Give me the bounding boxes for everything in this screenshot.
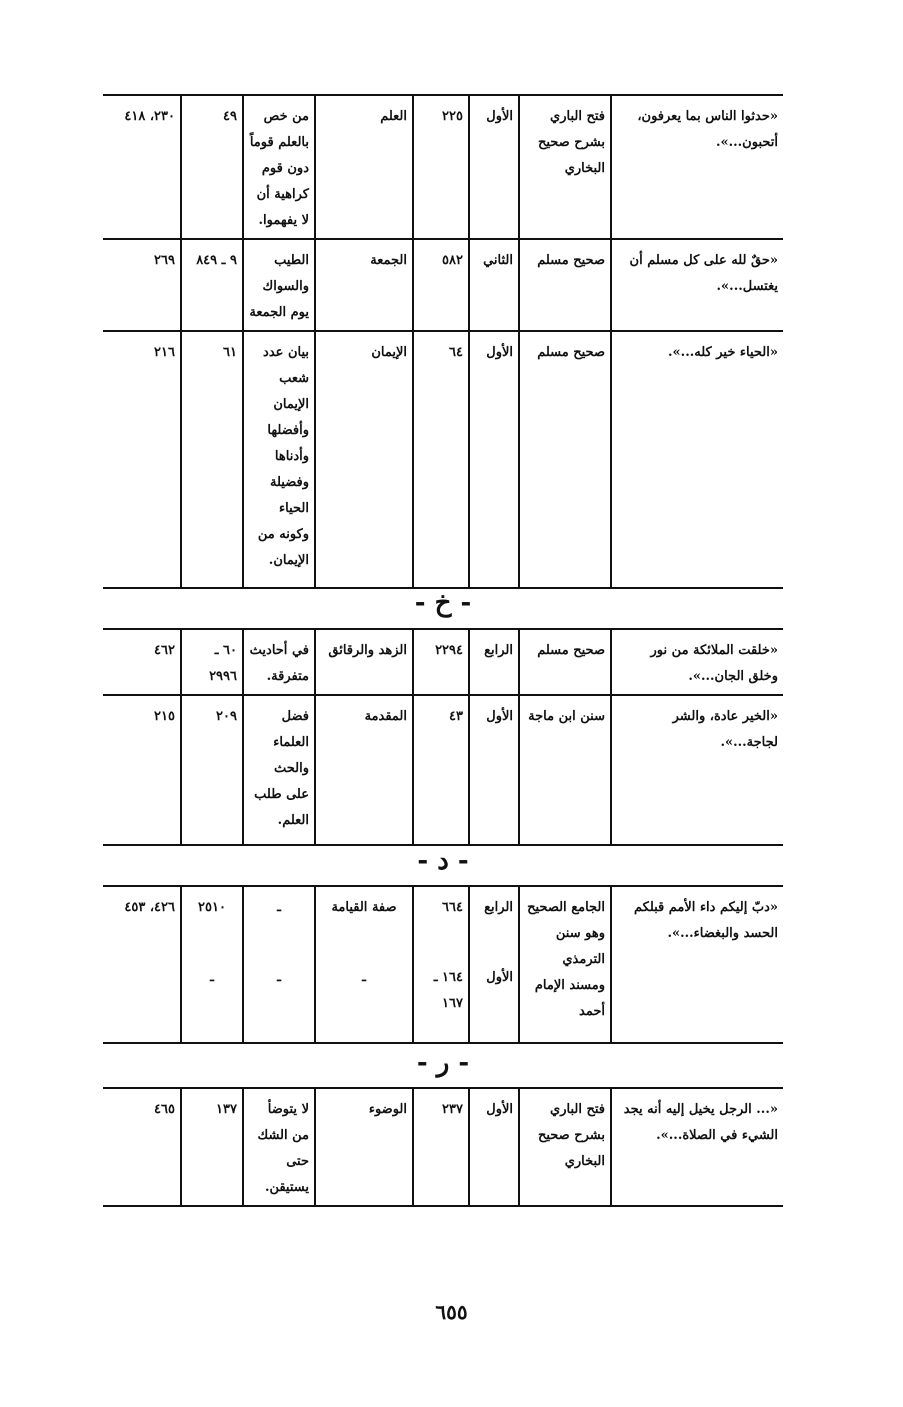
hadith-number-line-1: ٢٥١٠ — [198, 900, 226, 915]
hadith-index-table-4 — [103, 1087, 783, 1207]
volume: الأول — [469, 695, 519, 845]
source-book: صحيح مسلم — [519, 239, 611, 331]
source-book: سنن ابن ماجة — [519, 695, 611, 845]
source-book: صحيح مسلم — [519, 630, 611, 695]
page-ref: ٥٨٢ — [413, 239, 469, 331]
cited-pages: ٢٦٩ — [103, 239, 181, 331]
hadith-index-table-2 — [103, 628, 783, 846]
book-name: الزهد والرقائق — [315, 630, 413, 695]
hadith-number: ٤٩ — [181, 96, 243, 239]
chapter-name: من خص بالعلم قوماً دون قوم كراهية أن لا يفهموا. — [243, 96, 315, 239]
volume: الأول — [469, 1089, 519, 1206]
volume — [469, 887, 519, 1043]
page-ref-line-2: ١٦٤ ـ ١٦٧ — [433, 970, 463, 1011]
hadith-text: «الخير عادة، والشر لجاجة...». — [611, 695, 783, 845]
book-name — [315, 887, 413, 1043]
book-name-line-2: ـ — [362, 970, 366, 985]
chapter-name — [243, 887, 315, 1043]
cited-pages: ٢١٦ — [103, 331, 181, 588]
hadith-index-table-3 — [103, 885, 783, 1044]
hadith-number — [181, 887, 243, 1043]
volume: الأول — [469, 96, 519, 239]
chapter-name-line-2: ـ — [277, 970, 281, 985]
book-name-line-1: صفة القيامة — [331, 900, 397, 915]
hadith-number: ٢٠٩ — [181, 695, 243, 845]
page-ref: ٦٤ — [413, 331, 469, 588]
table-row — [103, 887, 783, 1043]
hadith-number-line-2: ـ — [210, 970, 214, 985]
source-book: صحيح مسلم — [519, 331, 611, 588]
volume: الرابع — [469, 630, 519, 695]
volume: الثاني — [469, 239, 519, 331]
hadith-text: «دبّ إليكم داء الأمم قبلكم الحسد والبغضاء...». — [611, 887, 783, 1043]
cited-pages: ٤٢٦، ٤٥٣ — [103, 887, 181, 1043]
section-letter-kha: - خ - — [414, 588, 472, 618]
book-name: الجمعة — [315, 239, 413, 331]
chapter-name: لا يتوضأ من الشك حتى يستيقن. — [243, 1089, 315, 1206]
section-letter-ra: - ر - — [416, 1048, 470, 1078]
table-row — [103, 331, 783, 588]
table-row — [103, 239, 783, 331]
chapter-name-line-1: ـ — [277, 900, 281, 915]
page-ref: ٢٣٧ — [413, 1089, 469, 1206]
volume-line-2: الأول — [486, 970, 513, 985]
source-book: فتح الباري بشرح صحيح البخاري — [519, 1089, 611, 1206]
page-ref — [413, 887, 469, 1043]
page-ref-line-1: ٦٦٤ — [442, 900, 463, 915]
chapter-name: في أحاديث متفرقة. — [243, 630, 315, 695]
chapter-name: فضل العلماء والحث على طلب العلم. — [243, 695, 315, 845]
volume: الأول — [469, 331, 519, 588]
book-name: الإيمان — [315, 331, 413, 588]
hadith-text: «حقٌ لله على كل مسلم أن يغتسل...». — [611, 239, 783, 331]
page-number: ٦٥٥ — [435, 1300, 468, 1324]
chapter-name: الطيب والسواك يوم الجمعة — [243, 239, 315, 331]
cited-pages: ٤٦٢ — [103, 630, 181, 695]
hadith-number: ٩ ـ ٨٤٩ — [181, 239, 243, 331]
source-book: الجامع الصحيح وهو سنن الترمذي ومسند الإمام أحمد — [519, 887, 611, 1043]
table-row — [103, 630, 783, 695]
chapter-name: بيان عدد شعب الإيمان وأفضلها وأدناها وفضيلة الحياء وكونه من الإيمان. — [243, 331, 315, 588]
source-book: فتح الباري بشرح صحيح البخاري — [519, 96, 611, 239]
table-row — [103, 1089, 783, 1206]
cited-pages: ٢٣٠، ٤١٨ — [103, 96, 181, 239]
book-name: العلم — [315, 96, 413, 239]
hadith-text: «خلقت الملائكة من نور وخلق الجان...». — [611, 630, 783, 695]
section-letter-dal: - د - — [417, 846, 469, 876]
book-name: المقدمة — [315, 695, 413, 845]
table-row — [103, 695, 783, 845]
page-ref: ٢٢٩٤ — [413, 630, 469, 695]
book-name: الوضوء — [315, 1089, 413, 1206]
table-row — [103, 96, 783, 239]
hadith-number: ٦٠ ـ ٢٩٩٦ — [181, 630, 243, 695]
cited-pages: ٤٦٥ — [103, 1089, 181, 1206]
cited-pages: ٢١٥ — [103, 695, 181, 845]
hadith-index-table-1 — [103, 94, 783, 589]
hadith-text: «... الرجل يخيل إليه أنه يجد الشيء في الصلاة...». — [611, 1089, 783, 1206]
hadith-text: «الحياء خير كله...». — [611, 331, 783, 588]
hadith-number: ٦١ — [181, 331, 243, 588]
hadith-number: ١٣٧ — [181, 1089, 243, 1206]
hadith-text: «حدثوا الناس بما يعرفون، أتحبون...». — [611, 96, 783, 239]
page-ref: ٤٣ — [413, 695, 469, 845]
page-ref: ٢٢٥ — [413, 96, 469, 239]
volume-line-1: الرابع — [484, 900, 513, 915]
